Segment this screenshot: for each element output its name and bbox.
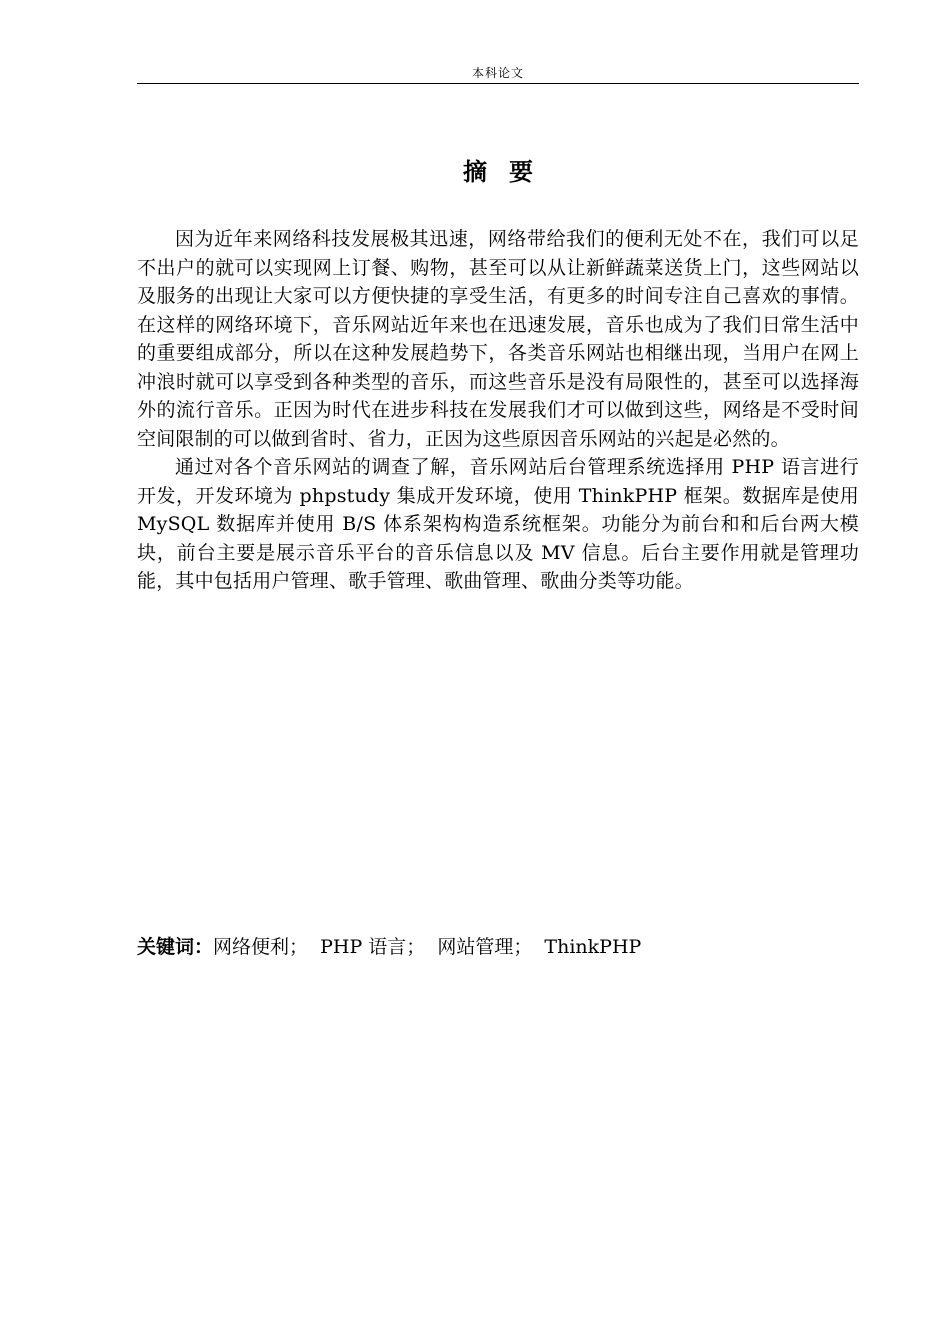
abstract-paragraph-1: 因为近年来网络科技发展极其迅速，网络带给我们的便利无处不在，我们可以足不出户的就可以实现网上订餐、购物，甚至可以从让新鲜蔬菜送货上门，这些网站以及服务的出现让大家可以方便快捷的享受生活，有更多的时间专注自己喜欢的事情。在这样的网络环境下，音乐网站近年来也在迅速发展，音乐也成为了我们日常生活中的重要组成部分，所以在这种发展趋势下，各类音乐网站也相继出现，当用户在网上冲浪时就可以享受到各种类型的音乐，而这些音乐是没有局限性的，甚至可以选择海外的流行音乐。正因为时代在进步科技在发展我们才可以做到这些，网络是不受时间空间限制的可以做到省时、省力，正因为这些原因音乐网站的兴起是必然的。 xyxy=(137,228,859,450)
abstract-title-char-1: 摘 xyxy=(463,158,487,186)
abstract-body xyxy=(137,225,859,596)
header-rule xyxy=(137,83,859,84)
running-header: 本科论文 xyxy=(471,66,524,80)
abstract-title xyxy=(137,156,859,188)
keywords-line xyxy=(137,933,859,961)
keywords-items: 网络便利； PHP 语言； 网站管理； ThinkPHP xyxy=(213,936,642,958)
abstract-paragraph-2: 通过对各个音乐网站的调查了解，音乐网站后台管理系统选择用 PHP 语言进行开发，开发环境为 phpstudy 集成开发环境，使用 ThinkPHP 框架。数据库是使用 MySQL 数据库并使用 B/S 体系架构构造系统框架。功能分为前台和和后台两大模块，前台主要是展示音乐平台的音乐信息以及 MV 信息。后台主要作用就是管理功能，其中包括用户管理、歌手管理、歌曲管理、歌曲分类等功能。 xyxy=(137,456,859,592)
keywords-label: 关键词： xyxy=(137,936,214,958)
abstract-title-char-2: 要 xyxy=(509,158,533,186)
